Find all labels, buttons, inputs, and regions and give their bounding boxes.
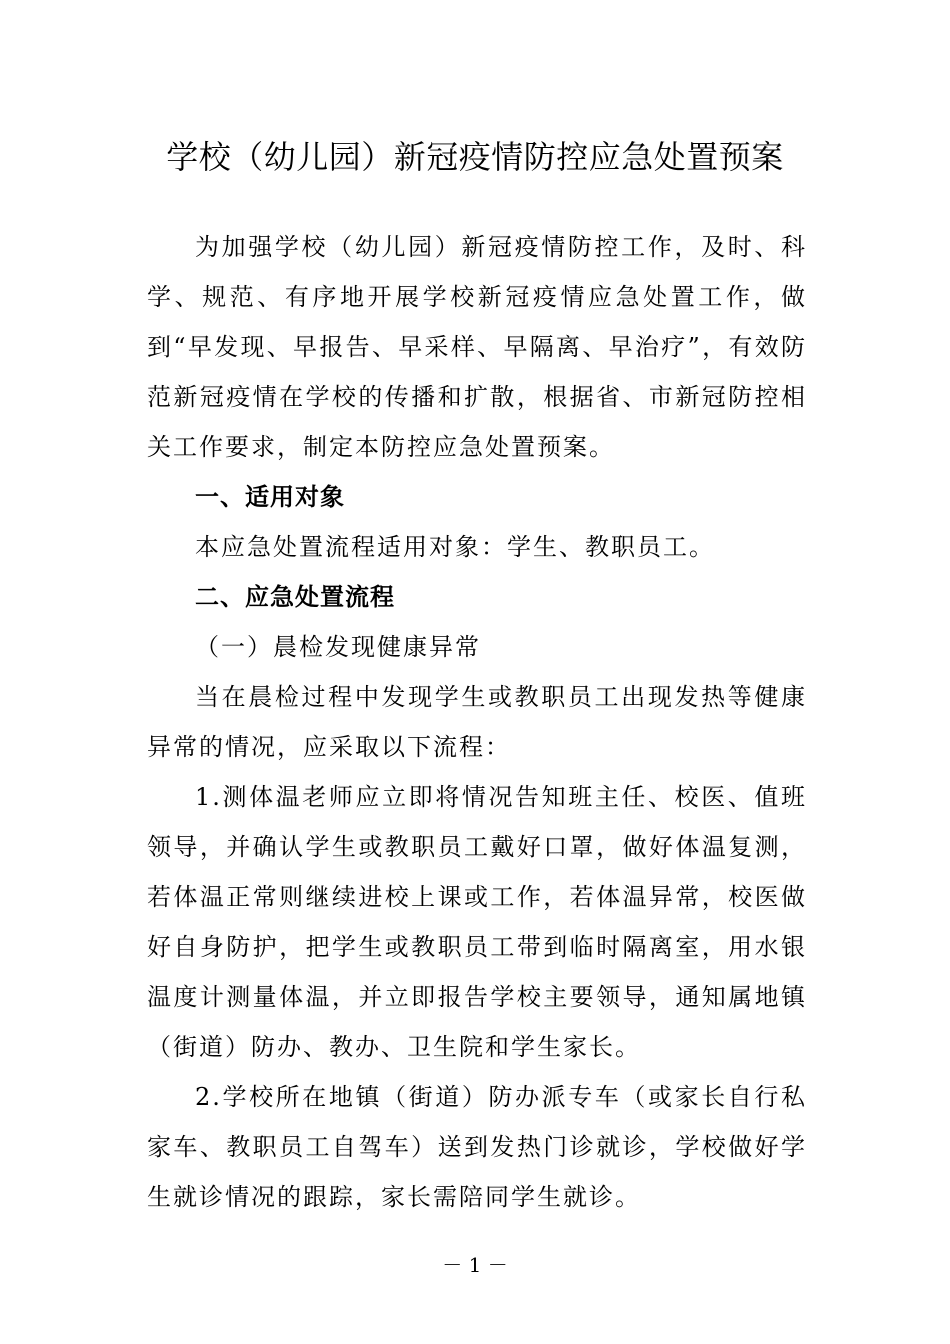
- section-1-heading: 一、适用对象: [195, 483, 345, 511]
- subsection-1-heading: （一）晨检发现健康异常: [195, 633, 481, 661]
- list-item-2: 2.学校所在地镇（街道）防办派专车（或家长自行私家车、教职员工自驾车）送到发热门诊就诊，学校做好学生就诊情况的跟踪，家长需陪同学生就诊。: [147, 1083, 807, 1211]
- section-1-text: 本应急处置流程适用对象：学生、教职员工。: [195, 533, 715, 561]
- section-2-heading: 二、应急处置流程: [195, 583, 395, 611]
- list-item-1: 1.测体温老师应立即将情况告知班主任、校医、值班领导，并确认学生或教职员工戴好口罩，做好体温复测，若体温正常则继续进校上课或工作，若体温异常，校医做好自身防护，把学生或教职员工带到临时隔离室，用水银温度计测量体温，并立即报告学校主要领导，通知属地镇（街道）防办、教办、卫生院和学生家长。: [147, 783, 807, 1061]
- document-body: [147, 222, 807, 1222]
- subsection-1-intro: 当在晨检过程中发现学生或教职员工出现发热等健康异常的情况，应采取以下流程：: [147, 683, 807, 761]
- document-title: 学校（幼儿园）新冠疫情防控应急处置预案: [166, 138, 784, 176]
- intro-paragraph: 为加强学校（幼儿园）新冠疫情防控工作，及时、科学、规范、有序地开展学校新冠疫情应急处置工作，做到“早发现、早报告、早采样、早隔离、早治疗”，有效防范新冠疫情在学校的传播和扩散，根据省、市新冠防控相关工作要求，制定本防控应急处置预案。: [147, 233, 807, 461]
- page-number: － 1 －: [442, 1253, 508, 1277]
